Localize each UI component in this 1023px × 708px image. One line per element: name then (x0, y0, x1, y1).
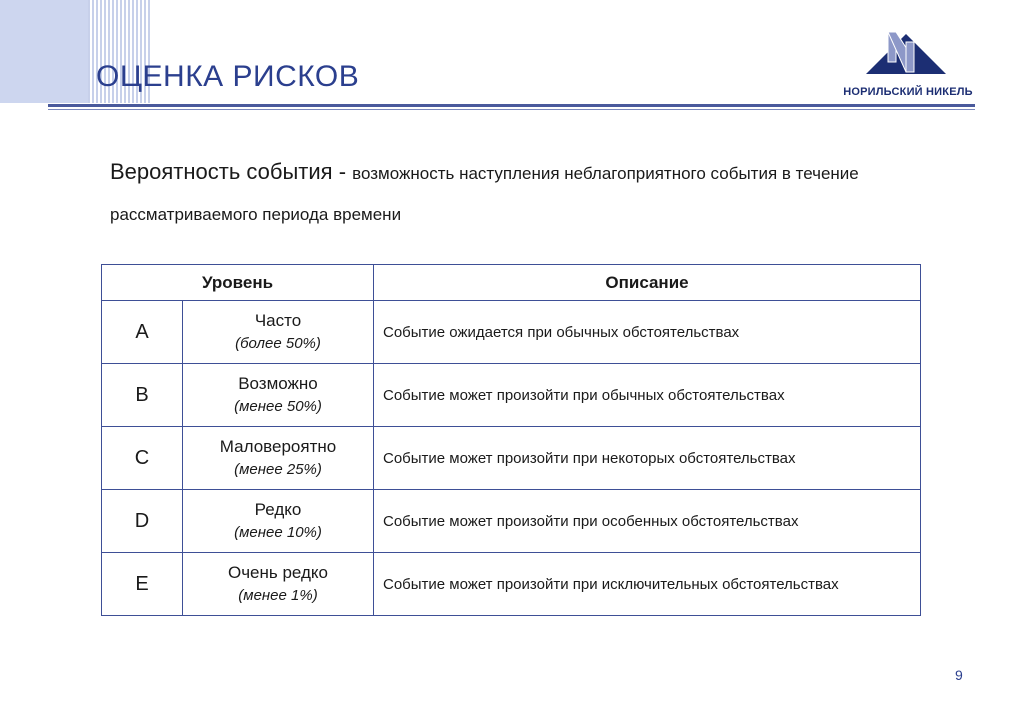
definition-paragraph (110, 152, 950, 236)
level-description: Событие может произойти при исключительных обстоятельствах (374, 553, 921, 616)
level-code: E (102, 553, 183, 616)
company-logo (838, 30, 978, 102)
level-code: D (102, 490, 183, 553)
level-description: Событие может произойти при обычных обстоятельствах (374, 364, 921, 427)
logo-mountain-icon (866, 30, 950, 78)
level-probability: (более 50%) (235, 335, 321, 352)
level-probability: (менее 10%) (234, 524, 322, 541)
title-divider-thin (48, 109, 975, 110)
table-row (102, 553, 921, 616)
risk-probability-table (101, 264, 921, 616)
level-name-cell (183, 301, 374, 364)
level-code: B (102, 364, 183, 427)
level-code: C (102, 427, 183, 490)
definition-text: возможность наступления неблагоприятного события в течение рассматриваемого периода времени (110, 164, 859, 224)
title-divider (48, 104, 975, 107)
level-name: Возможно (238, 374, 318, 393)
level-description: Событие может произойти при некоторых обстоятельствах (374, 427, 921, 490)
level-name-cell (183, 490, 374, 553)
level-probability: (менее 50%) (234, 398, 322, 415)
corner-decoration (0, 0, 88, 103)
page-number: 9 (955, 667, 963, 683)
level-description: Событие ожидается при обычных обстоятельствах (374, 301, 921, 364)
level-description: Событие может произойти при особенных обстоятельствах (374, 490, 921, 553)
table-header-row (102, 265, 921, 301)
level-probability: (менее 1%) (238, 587, 318, 604)
level-name: Очень редко (227, 563, 329, 582)
level-name: Редко (254, 500, 302, 519)
level-probability: (менее 25%) (234, 461, 322, 478)
logo-text: НОРИЛЬСКИЙ НИКЕЛЬ (843, 86, 973, 98)
level-name-cell (183, 364, 374, 427)
level-code: A (102, 301, 183, 364)
table-row (102, 301, 921, 364)
slide-title: ОЦЕНКА РИСКОВ (96, 60, 360, 93)
level-name: Маловероятно (219, 437, 337, 456)
header-level: Уровень (102, 265, 374, 301)
table-row (102, 490, 921, 553)
level-name-cell (183, 427, 374, 490)
definition-term: Вероятность события (110, 159, 333, 184)
level-name: Часто (254, 311, 302, 330)
definition-separator: - (332, 159, 353, 184)
table-row (102, 427, 921, 490)
table-row (102, 364, 921, 427)
header-description: Описание (374, 265, 921, 301)
level-name-cell (183, 553, 374, 616)
